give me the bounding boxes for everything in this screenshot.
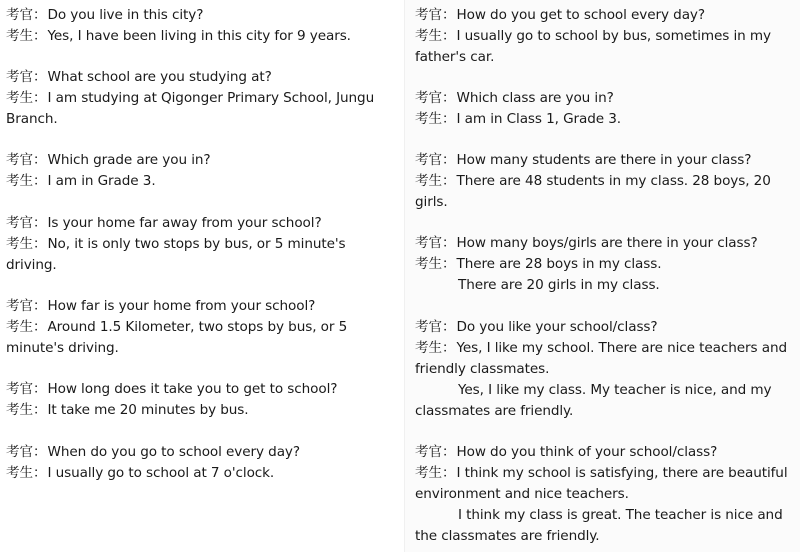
answer-continuation: minute's driving. <box>6 340 119 356</box>
student-label: 考生： <box>6 402 47 418</box>
examiner-label: 考官： <box>415 444 456 460</box>
examiner-question: 考官：How many students are there in your class? <box>415 152 752 168</box>
student-label: 考生： <box>6 465 47 481</box>
student-label: 考生： <box>6 90 47 106</box>
student-answer: 考生：Yes, I like my school. There are nice teachers and <box>415 340 788 356</box>
student-label: 考生： <box>415 465 456 481</box>
answer-extra: Yes, I like my class. My teacher is nice, and my <box>458 382 772 398</box>
answer-continuation: the classmates are friendly. <box>415 528 600 544</box>
student-label: 考生： <box>6 319 47 335</box>
student-label: 考生： <box>415 111 456 127</box>
student-answer: 考生：There are 28 boys in my class. <box>415 256 662 272</box>
answer-continuation: driving. <box>6 257 57 273</box>
student-answer: 考生：I am in Class 1, Grade 3. <box>415 111 622 127</box>
answer-continuation: Branch. <box>6 111 58 127</box>
student-answer: 考生：I am studying at Qigonger Primary School, Jungu <box>6 90 375 106</box>
student-label: 考生： <box>415 173 456 189</box>
answer-continuation: environment and nice teachers. <box>415 486 629 502</box>
examiner-label: 考官： <box>415 90 456 106</box>
student-answer: 考生：I usually go to school by bus, sometimes in my <box>415 28 771 44</box>
examiner-question: 考官：Do you live in this city? <box>6 7 204 23</box>
examiner-label: 考官： <box>6 215 47 231</box>
answer-continuation: father's car. <box>415 49 495 65</box>
student-answer: 考生：Around 1.5 Kilometer, two stops by bus, or 5 <box>6 319 348 335</box>
right-column <box>404 0 800 552</box>
examiner-question: 考官：Do you like your school/class? <box>415 319 658 335</box>
answer-continuation: girls. <box>415 194 448 210</box>
examiner-label: 考官： <box>6 152 47 168</box>
student-answer: 考生：I think my school is satisfying, there are beautiful <box>415 465 788 481</box>
student-label: 考生： <box>415 28 456 44</box>
examiner-question: 考官：How many boys/girls are there in your class? <box>415 235 758 251</box>
examiner-label: 考官： <box>6 381 47 397</box>
examiner-label: 考官： <box>6 69 47 85</box>
examiner-question: 考官：Which grade are you in? <box>6 152 211 168</box>
student-answer: 考生：There are 48 students in my class. 28 boys, 20 <box>415 173 771 189</box>
student-label: 考生： <box>6 28 47 44</box>
student-answer: 考生：I usually go to school at 7 o'clock. <box>6 465 275 481</box>
student-label: 考生： <box>415 256 456 272</box>
answer-extra: I think my class is great. The teacher is nice and <box>458 507 783 523</box>
answer-continuation: friendly classmates. <box>415 361 550 377</box>
examiner-label: 考官： <box>6 444 47 460</box>
student-answer: 考生：Yes, I have been living in this city for 9 years. <box>6 28 351 44</box>
examiner-question: 考官：Is your home far away from your school? <box>6 215 322 231</box>
student-answer: 考生：It take me 20 minutes by bus. <box>6 402 249 418</box>
examiner-label: 考官： <box>415 235 456 251</box>
examiner-question: 考官：What school are you studying at? <box>6 69 272 85</box>
answer-continuation: classmates are friendly. <box>415 403 574 419</box>
examiner-label: 考官： <box>415 319 456 335</box>
examiner-question: 考官：How long does it take you to get to school? <box>6 381 338 397</box>
examiner-question: 考官：How far is your home from your school? <box>6 298 316 314</box>
student-answer: 考生：No, it is only two stops by bus, or 5 minute's <box>6 236 346 252</box>
student-label: 考生： <box>415 340 456 356</box>
examiner-label: 考官： <box>6 298 47 314</box>
examiner-label: 考官： <box>415 7 456 23</box>
examiner-label: 考官： <box>415 152 456 168</box>
examiner-question: 考官：When do you go to school every day? <box>6 444 300 460</box>
student-answer: 考生：I am in Grade 3. <box>6 173 156 189</box>
student-label: 考生： <box>6 236 47 252</box>
student-label: 考生： <box>6 173 47 189</box>
examiner-question: 考官：How do you get to school every day? <box>415 7 705 23</box>
examiner-question: 考官：How do you think of your school/class? <box>415 444 718 460</box>
examiner-question: 考官：Which class are you in? <box>415 90 614 106</box>
examiner-label: 考官： <box>6 7 47 23</box>
answer-extra: There are 20 girls in my class. <box>458 277 660 293</box>
